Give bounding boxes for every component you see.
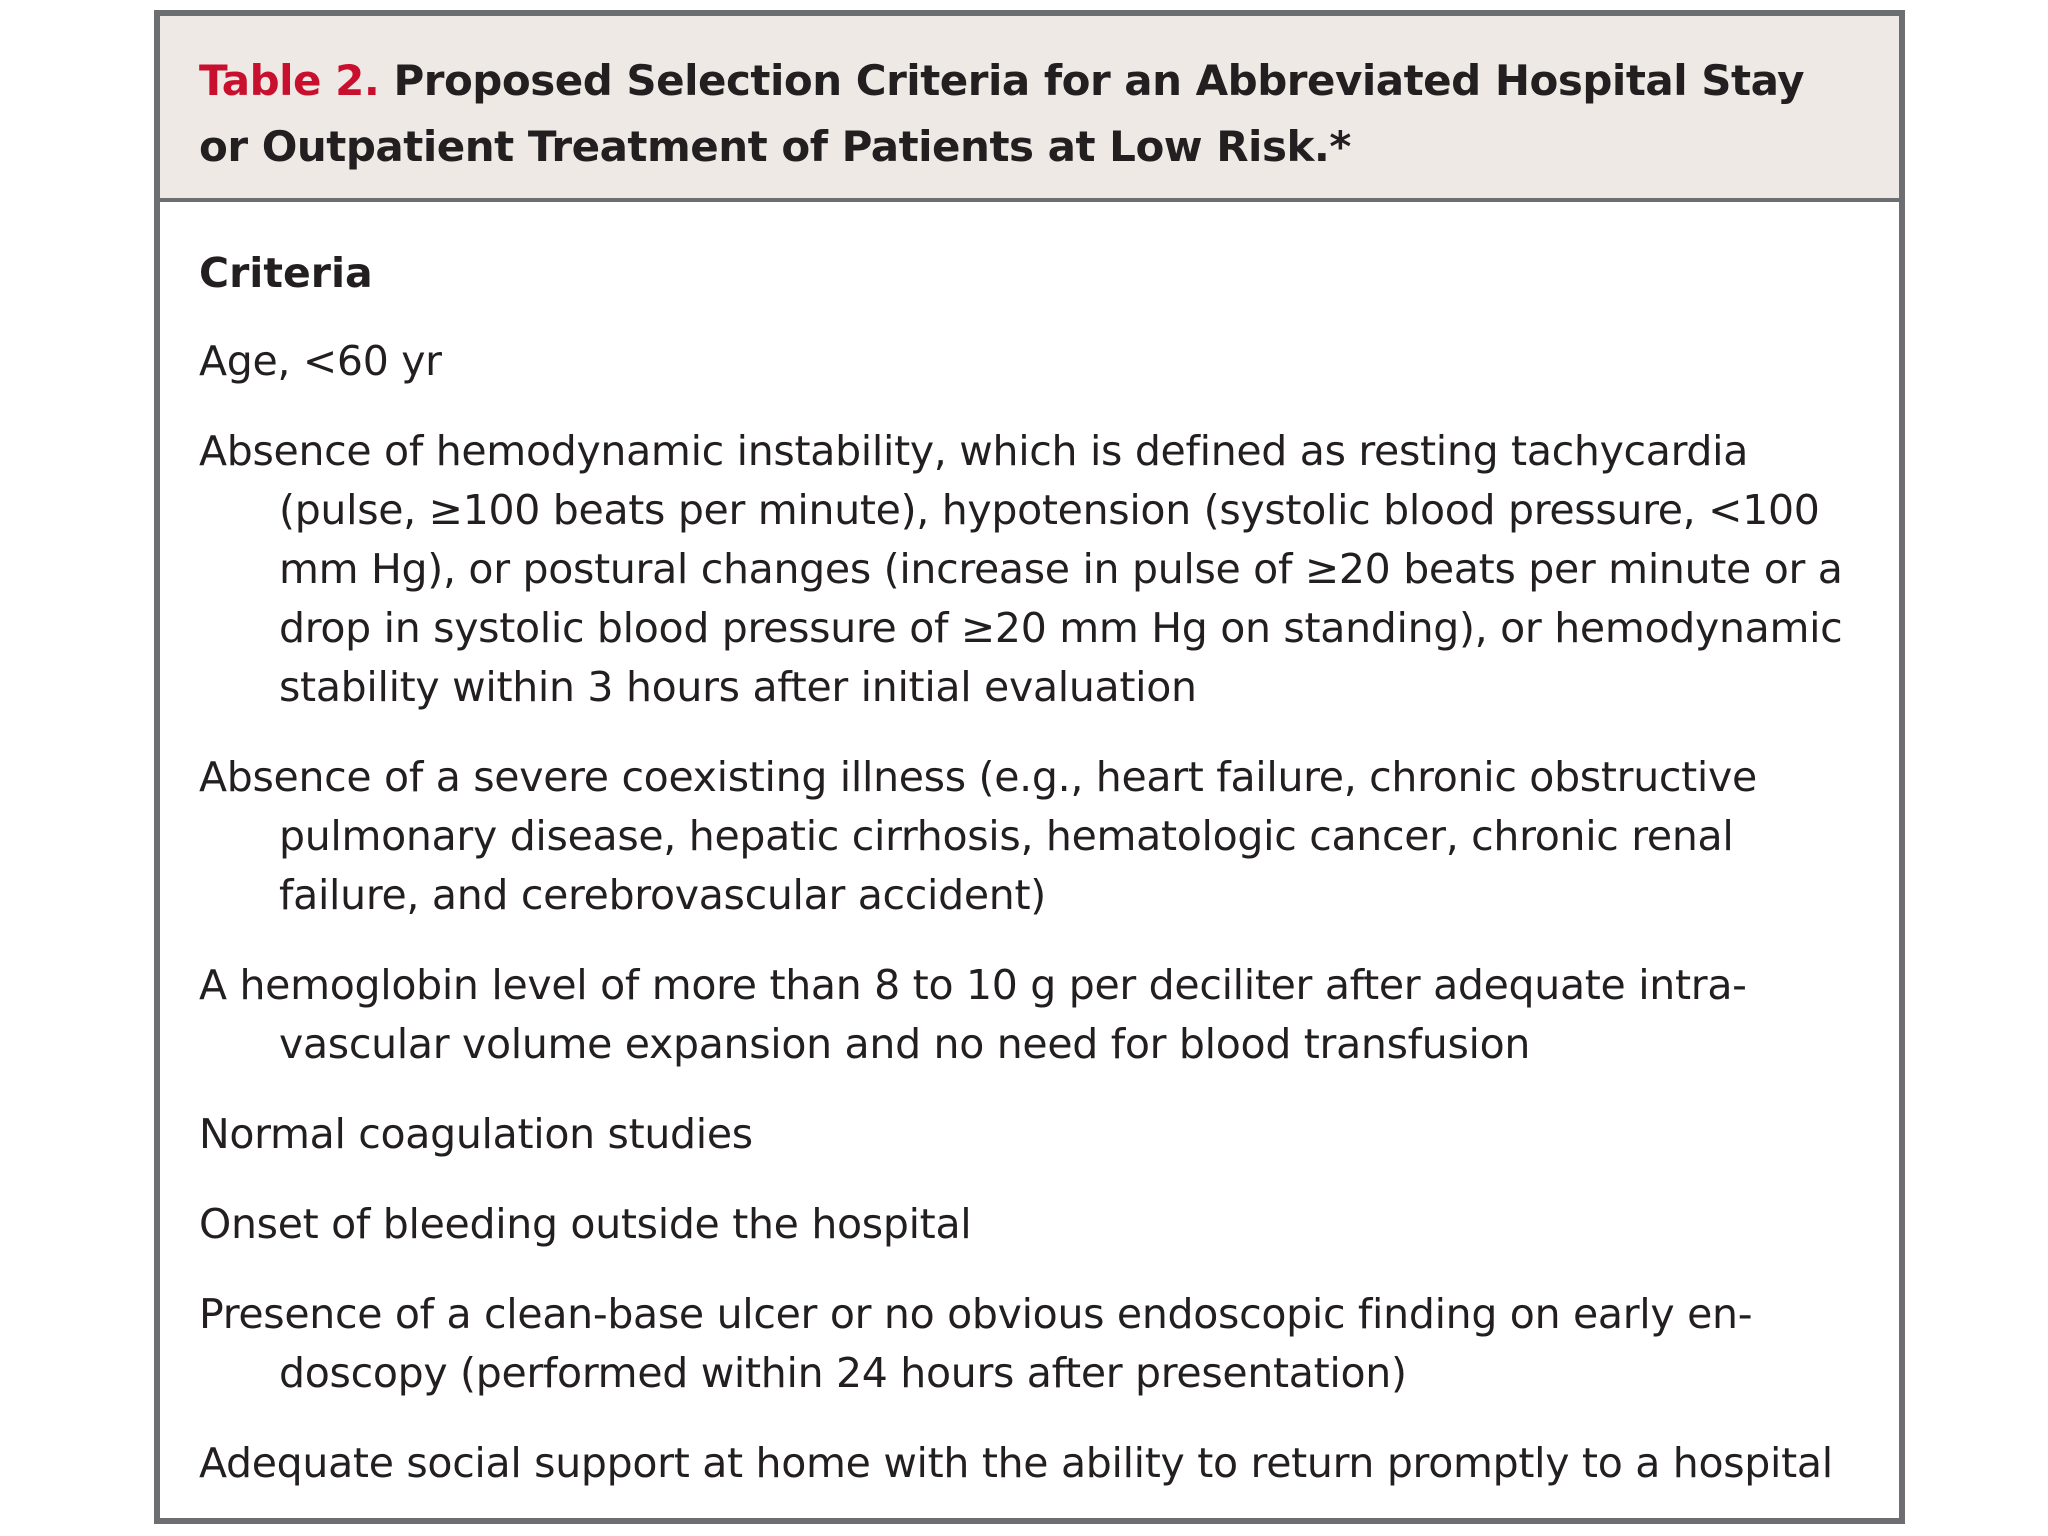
- table-header: [160, 16, 1899, 202]
- table-title-line1: Proposed Selection Criteria for an Abbreviated Hospital Stay: [393, 56, 1805, 105]
- column-header: Criteria: [199, 249, 373, 297]
- criteria-item-bleeding-onset: Onset of bleeding outside the hospital: [199, 1200, 972, 1248]
- criteria-list: [199, 332, 1879, 1493]
- criteria-item-social-support: Adequate social support at home with the ability to return promptly to a hospital: [199, 1439, 1833, 1487]
- table-container: [154, 10, 1905, 1524]
- criteria-item-hemoglobin: A hemoglobin level of more than 8 to 10 g per deciliter after adequate intravascular volume expansion and no need for blood transfusion: [199, 961, 1747, 1068]
- table-title-line2: or Outpatient Treatment of Patients at Low Risk.*: [199, 122, 1351, 171]
- table-title: [199, 48, 1804, 180]
- criteria-item-endoscopy: Presence of a clean-base ulcer or no obvious endoscopic finding on early endoscopy (performed within 24 hours after presentation): [199, 1290, 1753, 1397]
- table-body: [199, 202, 1879, 1493]
- criteria-item-coexisting-illness: Absence of a severe coexisting illness (e.g., heart failure, chronic obstructive pulmonary disease, hepatic cirrhosis, hematologic cancer, chronic renal failure, and cerebrovascular accident): [199, 753, 1757, 919]
- criteria-item-hemodynamic: Absence of hemodynamic instability, which is defined as resting tachycardia (pulse, ≥100 beats per minute), hypotension (systolic blood pressure, <100 mm Hg), or postural changes (increase in pulse of ≥20 beats per minute or a drop in systolic blood pressure of ≥20 mm Hg on standing), or hemodynamic stability within 3 hours after initial evaluation: [199, 427, 1843, 711]
- criteria-item-age: Age, <60 yr: [199, 337, 442, 385]
- table-label: Table 2.: [199, 56, 380, 105]
- criteria-item-coagulation: Normal coagulation studies: [199, 1110, 753, 1158]
